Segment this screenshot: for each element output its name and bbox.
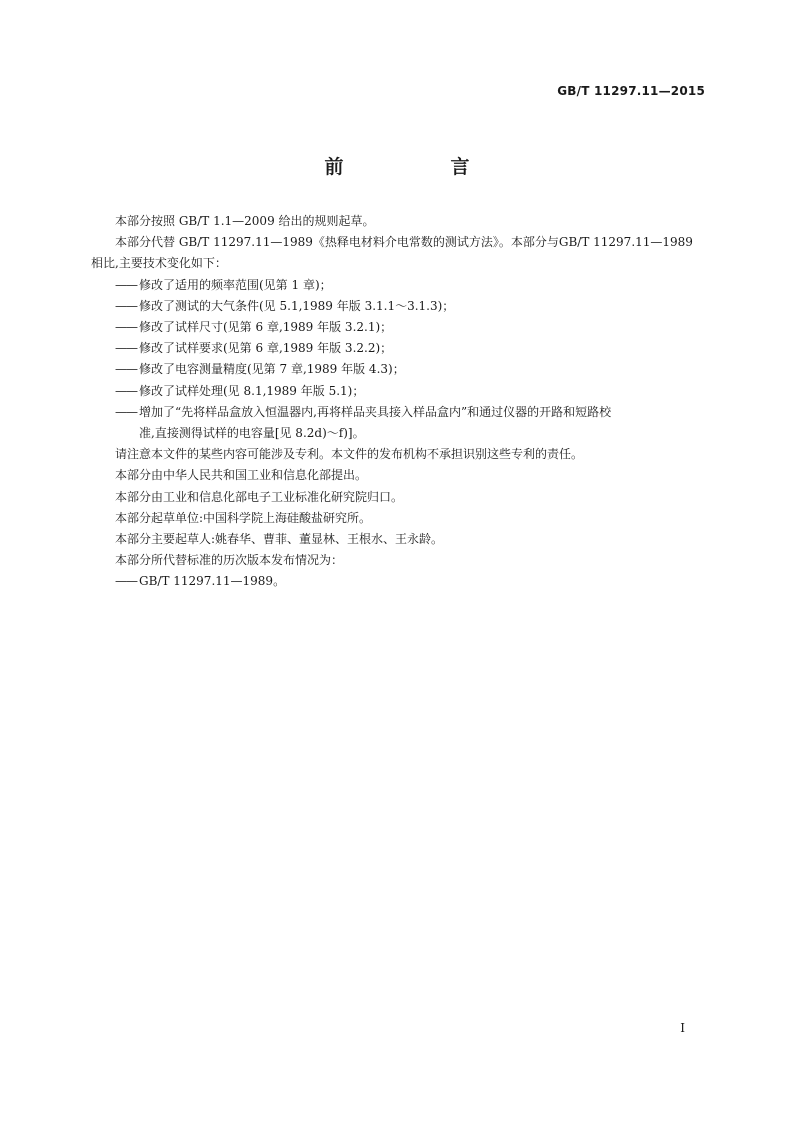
change-item-text: 修改了试样要求(见第 6 章,1989 年版 3.2.2)； [139,341,393,356]
paragraph-drafters: 本部分主要起草人:姚春华、曹菲、董显林、王根水、王永龄。 [115,532,444,547]
change-item [91,359,704,380]
change-item-text: 修改了电容测量精度(见第 7 章,1989 年版 4.3)； [139,362,405,377]
paragraph-drafting-unit: 本部分起草单位:中国科学院上海硅酸盐研究所。 [115,510,372,525]
history-item-text: GB/T 11297.11—1989。 [139,574,286,589]
document-body [91,211,704,593]
paragraph-managed-by: 本部分由工业和信息化部电子工业标准化研究院归口。 [115,489,404,504]
paragraph-patent-notice: 请注意本文件的某些内容可能涉及专利。本文件的发布机构不承担识别这些专利的责任。 [115,447,584,462]
change-item-text: 增加了“先将样品盒放入恒温器内,再将样品夹具接入样品盒内”和通过仪器的开路和短路校 [139,404,612,419]
history-item [91,571,704,592]
change-item [91,338,704,359]
dash-marker: —— [115,383,137,398]
dash-marker: —— [115,404,137,419]
page-title: 前 言 [324,156,514,178]
change-item-text: 修改了测试的大气条件(见 5.1,1989 年版 3.1.1～3.1.3)； [139,298,455,313]
change-item-text: 修改了试样尺寸(见第 6 章,1989 年版 3.2.1)； [139,320,393,335]
dash-marker: —— [115,362,137,377]
dash-marker: —— [115,574,137,589]
dash-marker: —— [115,277,137,292]
standard-code: GB/T 11297.11—2015 [557,84,705,98]
change-item [91,381,704,402]
dash-marker: —— [115,298,137,313]
change-item-text: 修改了试样处理(见 8.1,1989 年版 5.1)； [139,383,365,398]
dash-marker: —— [115,320,137,335]
paragraph-replaces-line2: 相比,主要技术变化如下： [91,256,227,271]
page-number: I [680,1021,685,1035]
paragraph-drafting-rules: 本部分按照 GB/T 1.1—2009 给出的规则起草。 [115,214,375,228]
dash-marker: —— [115,341,137,356]
change-item [91,317,704,338]
change-item-text: 修改了适用的频率范围(见第 1 章)； [139,277,332,292]
change-item-continuation: 准,直接测得试样的电容量[见 8.2d)～f)]。 [139,426,365,441]
paragraph-proposed-by: 本部分由中华人民共和国工业和信息化部提出。 [115,468,368,483]
change-item [91,296,704,317]
change-item [91,402,704,423]
paragraph-history-intro: 本部分所代替标准的历次版本发布情况为： [115,553,344,568]
change-item [91,275,704,296]
paragraph-replaces-line1: 本部分代替 GB/T 11297.11—1989《热释电材料介电常数的测试方法》。本部分与GB/T 11297.11—1989 [115,235,693,250]
